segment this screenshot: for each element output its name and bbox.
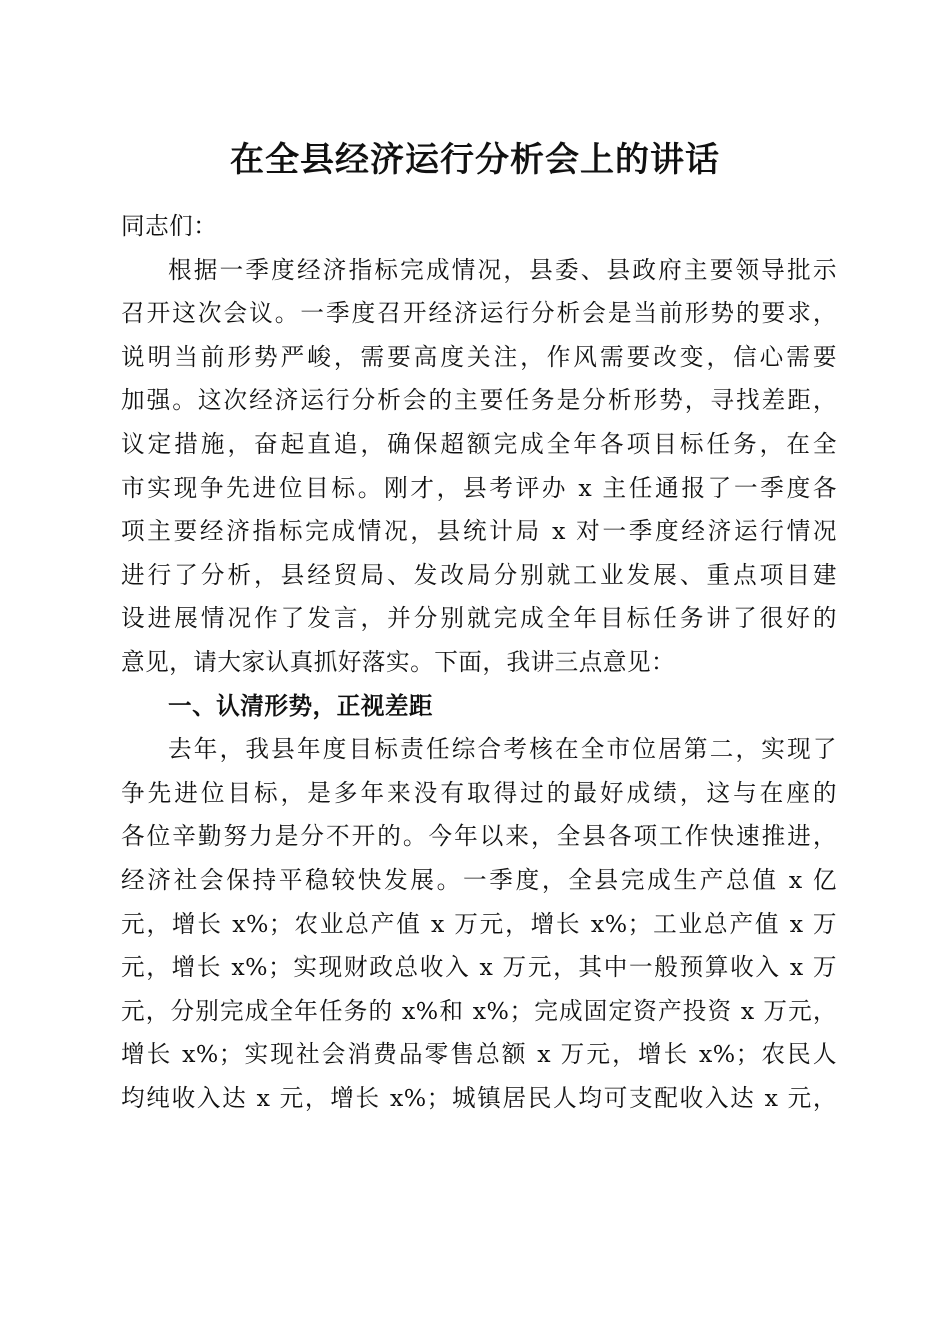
- paragraph-line: 意见，请大家认真抓好落实。下面，我讲三点意见：: [121, 647, 676, 676]
- paragraph-line: 市实现争先进位目标。刚才，县考评办 x 主任通报了一季度各: [121, 473, 837, 502]
- paragraph-line: 根据一季度经济指标完成情况，县委、县政府主要领导批示: [168, 255, 837, 284]
- paragraph-line: 元，增长 x%；实现财政总收入 x 万元，其中一般预算收入 x 万: [121, 953, 837, 982]
- paragraph-line: 增长 x%；实现社会消费品零售总额 x 万元，增长 x%；农民人: [121, 1040, 837, 1069]
- paragraph-line: 经济社会保持平稳较快发展。一季度，全县完成生产总值 x 亿: [121, 865, 837, 894]
- paragraph-situation: [121, 728, 837, 1120]
- paragraph-line: 进行了分析，县经贸局、发改局分别就工业发展、重点项目建: [121, 560, 837, 589]
- paragraph-line: 召开这次会议。一季度召开经济运行分析会是当前形势的要求，: [121, 299, 837, 328]
- section-heading: 一、认清形势，正视差距: [168, 691, 434, 720]
- document-title: 在全县经济运行分析会上的讲话: [230, 140, 720, 180]
- paragraph-line: 元，增长 x%；农业总产值 x 万元，增长 x%；工业总产值 x 万: [121, 909, 837, 938]
- paragraph-intro: [121, 249, 837, 685]
- paragraph-line: 设进展情况作了发言，并分别就完成全年目标任务讲了很好的: [121, 604, 837, 633]
- paragraph-line: 加强。这次经济运行分析会的主要任务是分析形势，寻找差距，: [121, 386, 837, 415]
- document-body: [121, 205, 837, 1120]
- salutation: 同志们：: [121, 212, 218, 240]
- paragraph-line: 各位辛勤努力是分不开的。今年以来，全县各项工作快速推进，: [121, 822, 837, 851]
- paragraph-line: 议定措施，奋起直追，确保超额完成全年各项目标任务，在全: [121, 429, 837, 458]
- paragraph-line: 去年，我县年度目标责任综合考核在全市位居第二，实现了: [168, 735, 837, 764]
- paragraph-line: 说明当前形势严峻，需要高度关注，作风需要改变，信心需要: [121, 342, 837, 371]
- paragraph-line: 项主要经济指标完成情况，县统计局 x 对一季度经济运行情况: [121, 517, 837, 546]
- paragraph-line: 均纯收入达 x 元，增长 x%；城镇居民人均可支配收入达 x 元，: [121, 1083, 837, 1112]
- paragraph-line: 元，分别完成全年任务的 x%和 x%；完成固定资产投资 x 万元，: [121, 996, 837, 1025]
- paragraph-line: 争先进位目标，是多年来没有取得过的最好成绩，这与在座的: [121, 778, 837, 807]
